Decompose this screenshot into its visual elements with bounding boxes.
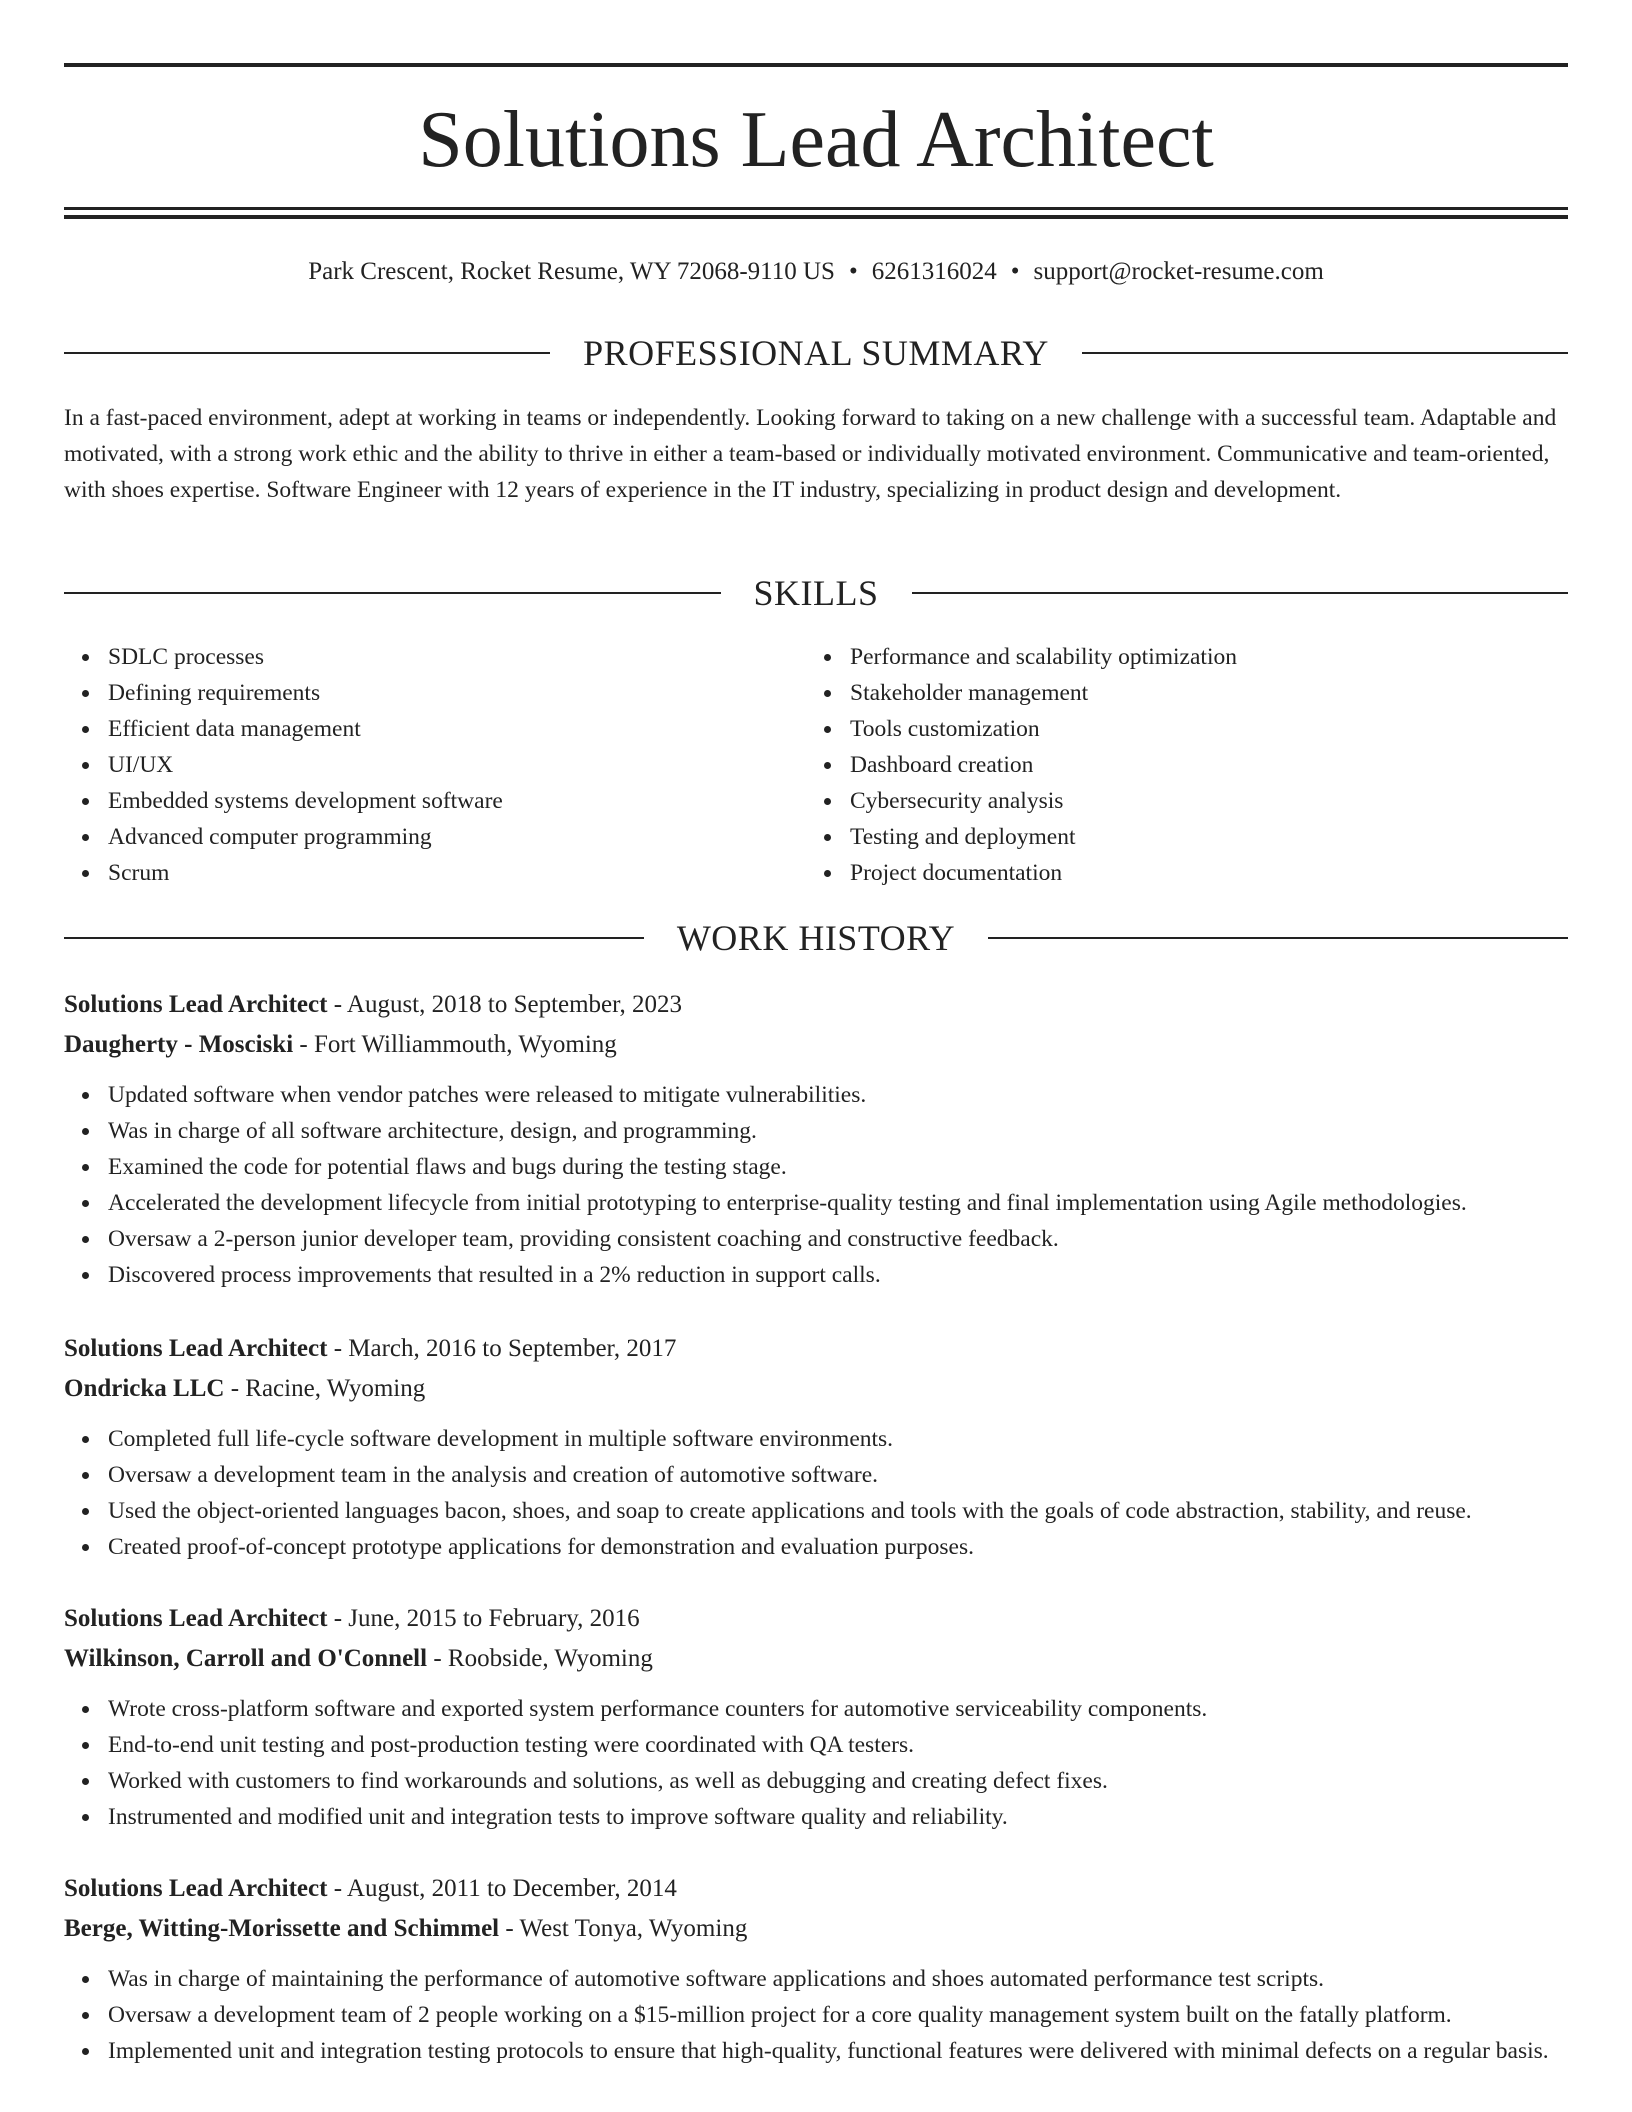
heading-rule-left [64,352,550,354]
job-bullet: Was in charge of all software architecture, design, and programming. [108,1113,1568,1149]
job-company-line [64,1639,1568,1679]
job-company: Ondricka LLC [64,1375,225,1402]
job-bullets [64,1077,1568,1293]
job-bullet: Used the object-oriented languages bacon, shoes, and soap to create applications and tools with the goals of code abstraction, stability, and reuse. [108,1493,1568,1529]
skill-item: Embedded systems development software [108,783,806,819]
job-dates: - August, 2011 to December, 2014 [333,1875,677,1902]
name-rule-lower [64,215,1568,219]
skill-item: Project documentation [850,855,1548,891]
heading-rule-right [988,937,1568,939]
summary-text: In a fast-paced environment, adept at working in teams or independently. Looking forward to taking on a new challenge with a successful team. Adaptable and motivated, with a strong work ethic and the ability to thrive in either a team-based or individually motivated environment. Communicative and team-oriented, with shoes expertise. Software Engineer with 12 years of experience in the IT industry, specializing in product design and development. [64,405,1557,503]
resume-name: Solutions Lead Architect [418,96,1214,184]
job-company: Wilkinson, Carroll and O'Connell [64,1645,428,1672]
job-company-line [64,1909,1568,1949]
job-title: Solutions Lead Architect [64,1335,328,1362]
skills-column-right [806,639,1548,891]
job-bullet: Instrumented and modified unit and integration tests to improve software quality and reliability. [108,1799,1568,1835]
heading-rule-right [912,592,1569,594]
job-bullets [64,1421,1568,1565]
contact-address: Park Crescent, Rocket Resume, WY 72068-9110 US [308,258,835,285]
job-company: Daugherty - Mosciski [64,1031,294,1058]
section-title: PROFESSIONAL SUMMARY [583,333,1049,373]
job-bullet: Oversaw a development team of 2 people working on a $15-million project for a core quality management system built on the fatally platform. [108,1997,1568,2033]
contact-phone: 6261316024 [871,258,997,285]
skill-item: Cybersecurity analysis [850,783,1548,819]
job-bullet: Updated software when vendor patches were released to mitigate vulnerabilities. [108,1077,1568,1113]
job-bullet: Examined the code for potential flaws and bugs during the testing stage. [108,1149,1568,1185]
job-title: Solutions Lead Architect [64,1605,328,1632]
job-title-line [64,1599,1568,1639]
job-bullet: Oversaw a 2-person junior developer team, providing consistent coaching and constructive feedback. [108,1221,1568,1257]
skill-item: Defining requirements [108,675,806,711]
contact-email: support@rocket-resume.com [1033,258,1324,285]
skill-item: Tools customization [850,711,1548,747]
skill-item: Dashboard creation [850,747,1548,783]
heading-rule-left [64,592,721,594]
job-entry [64,985,1568,1293]
heading-rule-right [1082,352,1568,354]
job-company-line [64,1369,1568,1409]
contact-separator: • [1010,258,1020,285]
job-entry [64,1869,1568,2069]
job-location: - Racine, Wyoming [230,1375,426,1402]
job-bullet: Was in charge of maintaining the performance of automotive software applications and shoes automated performance test scripts. [108,1961,1568,1997]
skills-list [64,639,1568,891]
job-dates: - August, 2018 to September, 2023 [333,991,682,1018]
section-heading-skills [64,571,1568,615]
job-company: Berge, Witting-Morissette and Schimmel [64,1915,500,1942]
job-bullet: Discovered process improvements that resulted in a 2% reduction in support calls. [108,1257,1568,1293]
job-bullet: Worked with customers to find workarounds and solutions, as well as debugging and creating defect fixes. [108,1763,1568,1799]
top-rule [64,63,1568,67]
job-location: - Fort Williammouth, Wyoming [299,1031,617,1058]
skill-item: SDLC processes [108,639,806,675]
job-dates: - March, 2016 to September, 2017 [333,1335,677,1362]
job-dates: - June, 2015 to February, 2016 [333,1605,640,1632]
job-bullets [64,1961,1568,2069]
section-heading-summary [64,331,1568,375]
job-bullet: End-to-end unit testing and post-production testing were coordinated with QA testers. [108,1727,1568,1763]
heading-rule-left [64,937,644,939]
job-location: - West Tonya, Wyoming [505,1915,748,1942]
job-bullet: Wrote cross-platform software and exported system performance counters for automotive serviceability components. [108,1691,1568,1727]
job-title-line [64,1869,1568,1909]
job-company-line [64,1025,1568,1065]
job-bullet: Implemented unit and integration testing protocols to ensure that high-quality, functional features were delivered with minimal defects on a regular basis. [108,2033,1568,2069]
name-rule-upper [64,207,1568,210]
contact-info [64,254,1568,290]
job-title: Solutions Lead Architect [64,1875,328,1902]
job-entry [64,1599,1568,1835]
job-entry [64,1329,1568,1565]
job-bullet: Created proof-of-concept prototype applications for demonstration and evaluation purposes. [108,1529,1568,1565]
job-bullets [64,1691,1568,1835]
skill-item: Efficient data management [108,711,806,747]
job-title-line [64,1329,1568,1369]
skill-item: Stakeholder management [850,675,1548,711]
job-title: Solutions Lead Architect [64,991,328,1018]
skill-item: Advanced computer programming [108,819,806,855]
section-title: SKILLS [753,573,879,613]
job-bullet: Oversaw a development team in the analysis and creation of automotive software. [108,1457,1568,1493]
job-title-line [64,985,1568,1025]
skill-item: Testing and deployment [850,819,1548,855]
job-location: - Roobside, Wyoming [433,1645,653,1672]
skill-item: Performance and scalability optimization [850,639,1548,675]
skill-item: Scrum [108,855,806,891]
skills-column-left [64,639,806,891]
skill-item: UI/UX [108,747,806,783]
section-title: WORK HISTORY [676,918,956,958]
contact-separator: • [848,258,858,285]
job-bullet: Completed full life-cycle software development in multiple software environments. [108,1421,1568,1457]
section-heading-work [64,916,1568,960]
job-bullet: Accelerated the development lifecycle from initial prototyping to enterprise-quality testing and final implementation using Agile methodologies. [108,1185,1568,1221]
